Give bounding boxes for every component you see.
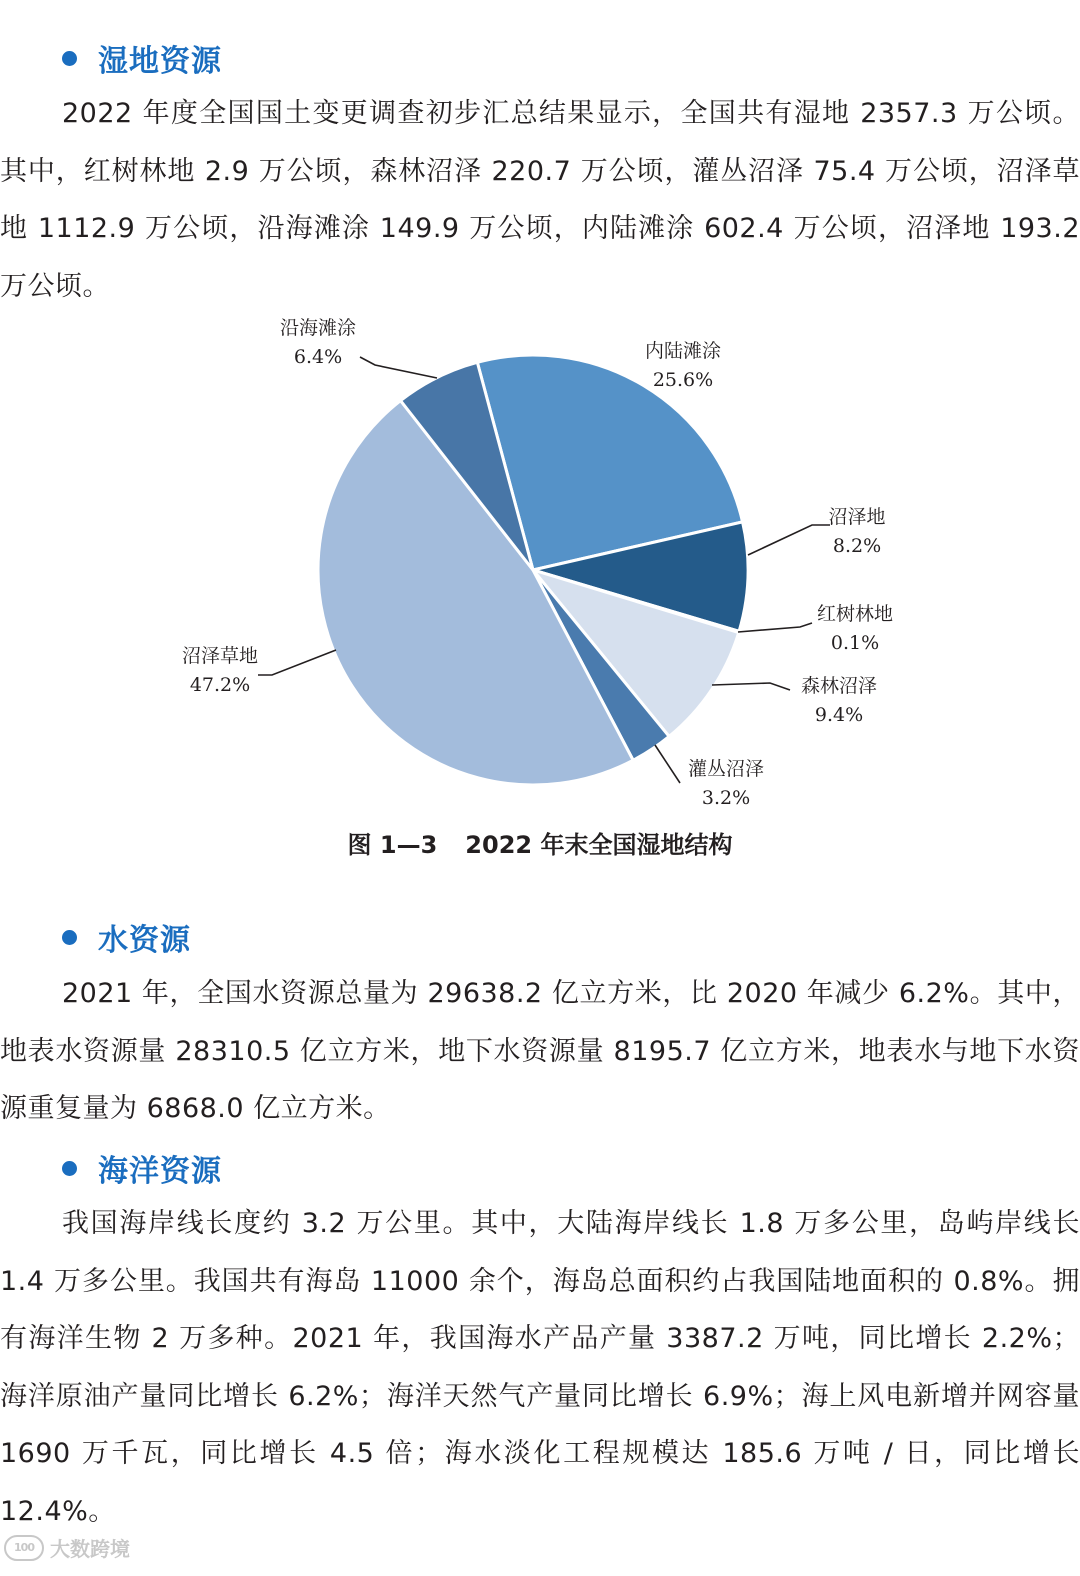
- section-heading-wetland: [62, 36, 222, 80]
- slice-value-label: 3.2%: [701, 787, 751, 809]
- paragraph-water: 2021 年，全国水资源总量为 29638.2 亿立方米，比 2020 年减少 6.2%。其中，地表水资源量 28310.5 亿立方米，地下水资源量 8195.7 亿立方米，地表水与地下水资源重复量为 6868.0 亿立方米。: [0, 978, 1080, 1124]
- figure-title: 2022 年末全国湿地结构: [465, 830, 733, 859]
- slice-value-label: 8.2%: [832, 535, 882, 557]
- watermark-logo-icon: 100: [4, 1535, 44, 1561]
- figure-caption: [0, 822, 1080, 862]
- pie-svg: [0, 305, 1080, 825]
- bullet-icon: [62, 930, 77, 945]
- slice-label: 灌丛沼泽: [687, 758, 765, 780]
- slice-value-label: 6.4%: [293, 346, 343, 368]
- section-heading-water: [62, 915, 191, 959]
- bullet-icon: [62, 51, 77, 66]
- slice-value-label: 47.2%: [189, 674, 251, 696]
- wetland-pie-chart: [0, 305, 1080, 825]
- leader-line: [258, 650, 336, 675]
- slice-label: 沿海滩涂: [279, 317, 357, 339]
- slice-label: 沼泽草地: [181, 645, 259, 667]
- slice-label: 红树林地: [816, 603, 894, 625]
- slice-label: 森林沼泽: [800, 675, 878, 697]
- paragraph-ocean: 我国海岸线长度约 3.2 万公里。其中，大陆海岸线长 1.8 万多公里，岛屿岸线长 1.4 万多公里。我国共有海岛 11000 余个，海岛总面积约占我国陆地面积的 0.8%。拥有海洋生物 2 万多种。2021 年，我国海水产品产量 3387.2 万吨，同比增长 2.2%；海洋原油产量同比增长 6.2%；海洋天然气产量同比增长 6.9%；海上风电新增并网容量 1690 万千瓦，同比增长 4.5 倍；海水淡化工程规模达 185.6 万吨 / 日，同比增长 12.4%。: [0, 1208, 1080, 1527]
- leader-line: [738, 623, 812, 632]
- section-title-wetland: 湿地资源: [98, 44, 222, 79]
- figure-number: 图 1—3: [347, 830, 438, 859]
- section-title-water: 水资源: [98, 923, 191, 958]
- leader-line: [712, 683, 790, 690]
- slice-label: 内陆滩涂: [644, 340, 722, 362]
- leader-line: [360, 357, 437, 378]
- bullet-icon: [62, 1161, 77, 1176]
- leader-line: [655, 745, 680, 783]
- slice-label: 沼泽地: [828, 506, 886, 528]
- section-title-ocean: 海洋资源: [98, 1154, 222, 1189]
- section-heading-ocean: [62, 1146, 222, 1190]
- slice-value-label: 25.6%: [652, 369, 714, 391]
- paragraph-wetland: 2022 年度全国国土变更调查初步汇总结果显示，全国共有湿地 2357.3 万公顷。其中，红树林地 2.9 万公顷，森林沼泽 220.7 万公顷，灌丛沼泽 75.4 万公顷，沼泽草地 1112.9 万公顷，沿海滩涂 149.9 万公顷，内陆滩涂 602.4 万公顷，沼泽地 193.2 万公顷。: [0, 98, 1080, 302]
- slice-value-label: 0.1%: [830, 632, 880, 654]
- watermark-text: 大数跨境: [50, 1537, 130, 1561]
- slice-value-label: 9.4%: [814, 704, 864, 726]
- watermark: [4, 1533, 130, 1562]
- leader-line: [748, 525, 830, 555]
